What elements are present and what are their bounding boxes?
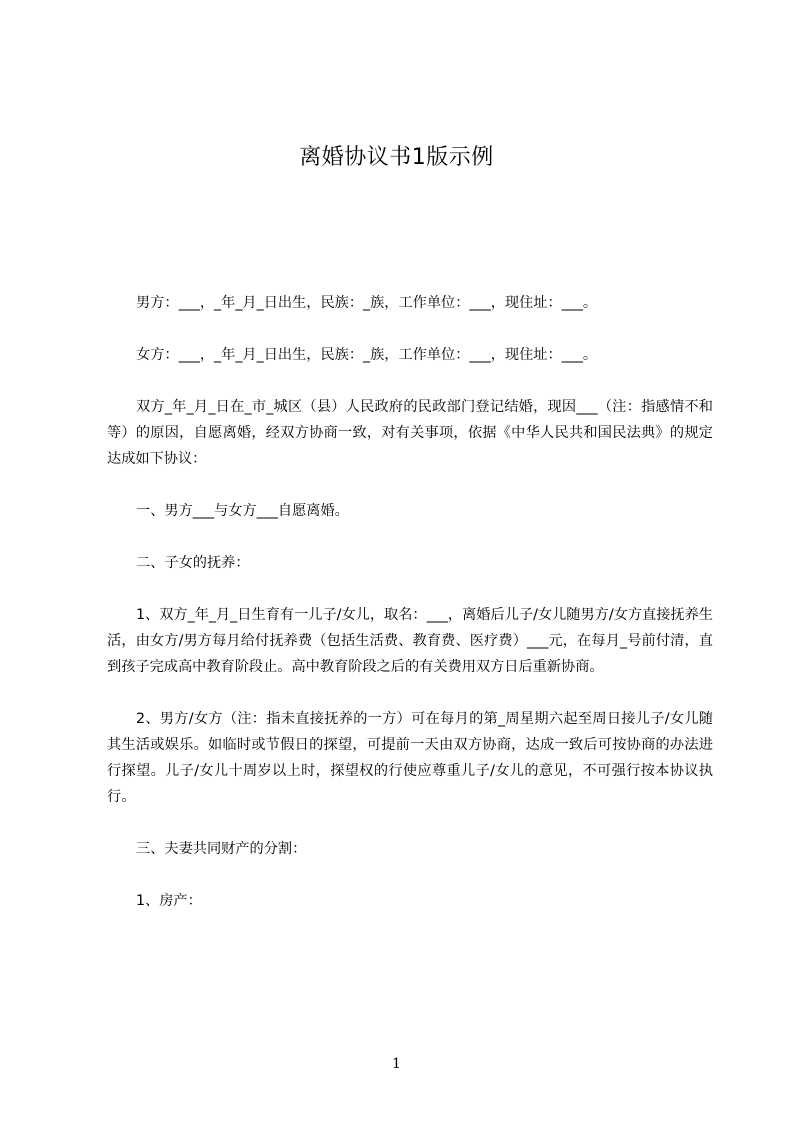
clause-1-divorce: 一、男方___与女方___自愿离婚。: [136, 503, 349, 519]
paragraph-female-party: 女方：___，_年_月_日出生，民族：_族，工作单位：___，现住址：___。: [136, 347, 598, 363]
clause-2-heading: 二、子女的抚养：: [136, 555, 250, 571]
paragraph-preamble: 双方_年_月_日在_市_城区（县）人民政府的民政部门登记结婚，现因___（注：指感情不和等）的原因，自愿离婚，经双方协商一致，对有关事项，依据《中华人民共和国民法典》的规定达成如下协议：: [107, 399, 713, 467]
paragraph-male-party: 男方：___，_年_月_日出生，民族：_族，工作单位：___，现住址：___。: [136, 295, 598, 311]
page-number: 1: [392, 1056, 401, 1072]
clause-3-1-property: 1、房产：: [136, 893, 202, 909]
clause-3-heading: 三、夫妻共同财产的分割：: [136, 841, 307, 857]
clause-2-2-visitation: 2、男方/女方（注：指未直接抚养的一方）可在每月的第_周星期六起至周日接儿子/女儿随其生活或娱乐。如临时或节假日的探望，可提前一天由双方协商，达成一致后可按协商的办法进行探望。儿子/女儿十周岁以上时，探望权的行使应尊重儿子/女儿的意见，不可强行按本协议执行。: [107, 711, 713, 805]
clause-2-1-custody: 1、双方_年_月_日生育有一儿子/女儿，取名：___，离婚后儿子/女儿随男方/女方直接抚养生活，由女方/男方每月给付抚养费（包括生活费、教育费、医疗费）___元，在每月_号前付清，直到孩子完成高中教育阶段止。高中教育阶段之后的有关费用双方日后重新协商。: [107, 607, 713, 675]
document-title: 离婚协议书1版示例: [299, 145, 494, 170]
document-body: [107, 290, 713, 914]
